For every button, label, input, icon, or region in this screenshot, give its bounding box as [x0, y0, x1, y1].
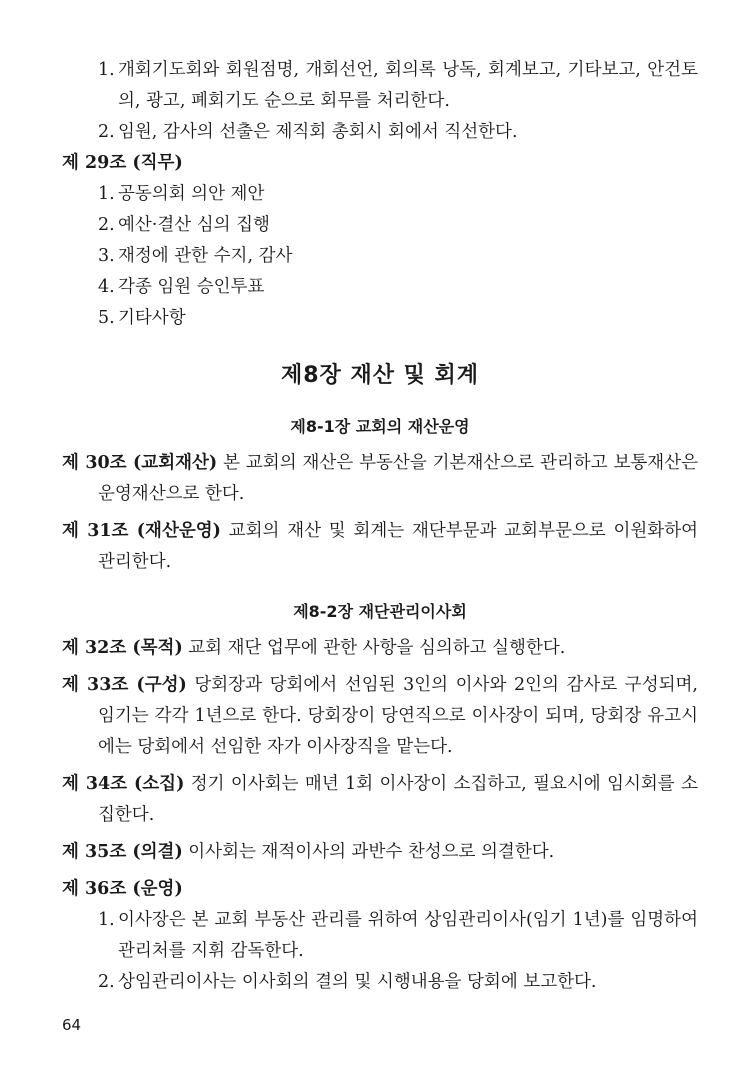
chapter-title: 제8장 재산 및 회계	[280, 363, 480, 388]
list-text: 상임관리이사는 이사회의 결의 및 시행내용을 당회에 보고한다.	[118, 972, 597, 992]
article-text: 교회 재단 업무에 관한 사항을 심의하고 실행한다.	[182, 638, 566, 658]
article-31	[62, 516, 698, 578]
page-content	[62, 55, 698, 998]
list-number: 3.	[98, 246, 115, 266]
article-label: 제 33조 (구성)	[62, 675, 187, 695]
list-number: 1.	[98, 910, 115, 930]
list-item	[62, 967, 698, 998]
list-text: 예산·결산 심의 집행	[118, 215, 270, 235]
list-text: 각종 임원 승인투표	[118, 277, 265, 297]
article-35	[62, 837, 698, 868]
article-text: 당회장과 당회에서 선임된 3인의 이사와 2인의 감사로 구성되며, 임기는 각각 1년으로 한다. 당회장이 당연직으로 이사장이 되며, 당회장 유고시에는 당회에서 선임한 자가 이사장직을 맡는다.	[98, 675, 698, 757]
list-number: 1.	[98, 60, 115, 80]
list-number: 2.	[98, 215, 115, 235]
list-item	[62, 303, 698, 334]
list-item	[62, 117, 698, 148]
list-text: 임원, 감사의 선출은 제직회 총회시 회에서 직선한다.	[118, 122, 518, 142]
article-label: 제 34조 (소집)	[62, 774, 185, 794]
section-title: 제8-1장 교회의 재산운영	[290, 417, 470, 436]
list-item	[62, 905, 698, 967]
article-29-title: 제 29조 (직무)	[62, 153, 183, 173]
article-30	[62, 448, 698, 510]
list-item	[62, 241, 698, 272]
article-33	[62, 670, 698, 763]
list-number: 2.	[98, 972, 115, 992]
list-item	[62, 272, 698, 303]
list-text: 기타사항	[118, 308, 186, 328]
section-title: 제8-2장 재단관리이사회	[293, 602, 467, 621]
article-text: 본 교회의 재산은 부동산을 기본재산으로 관리하고 보통재산은 운영재산으로 한다.	[98, 453, 699, 504]
article-36-title: 제 36조 (운영)	[62, 879, 183, 899]
article-text: 이사회는 재적이사의 과반수 찬성으로 의결한다.	[182, 842, 555, 862]
article-34	[62, 769, 698, 831]
list-text: 공동의회 의안 제안	[118, 184, 265, 204]
list-text: 개회기도회와 회원점명, 개회선언, 회의록 낭독, 회계보고, 기타보고, 안건토의, 광고, 폐회기도 순으로 회무를 처리한다.	[118, 60, 698, 111]
article-label: 제 31조 (재산운영)	[62, 521, 221, 541]
list-number: 4.	[98, 277, 115, 297]
article-label: 제 35조 (의결)	[62, 842, 183, 862]
article-text: 교회의 재산 및 회계는 재단부문과 교회부문으로 이원화하여 관리한다.	[98, 521, 698, 572]
list-item	[62, 55, 698, 117]
list-item	[62, 210, 698, 241]
list-text: 재정에 관한 수지, 감사	[118, 246, 293, 266]
page-number: 64	[62, 1016, 82, 1034]
article-label: 제 30조 (교회재산)	[62, 453, 218, 473]
list-number: 1.	[98, 184, 115, 204]
list-item	[62, 179, 698, 210]
article-text: 정기 이사회는 매년 1회 이사장이 소집하고, 필요시에 임시회를 소집한다.	[98, 774, 698, 825]
article-32	[62, 633, 698, 664]
list-number: 5.	[98, 308, 115, 328]
list-number: 2.	[98, 122, 115, 142]
article-label: 제 32조 (목적)	[62, 638, 183, 658]
list-text: 이사장은 본 교회 부동산 관리를 위하여 상임관리이사(임기 1년)를 임명하여 관리처를 지휘 감독한다.	[118, 910, 698, 961]
